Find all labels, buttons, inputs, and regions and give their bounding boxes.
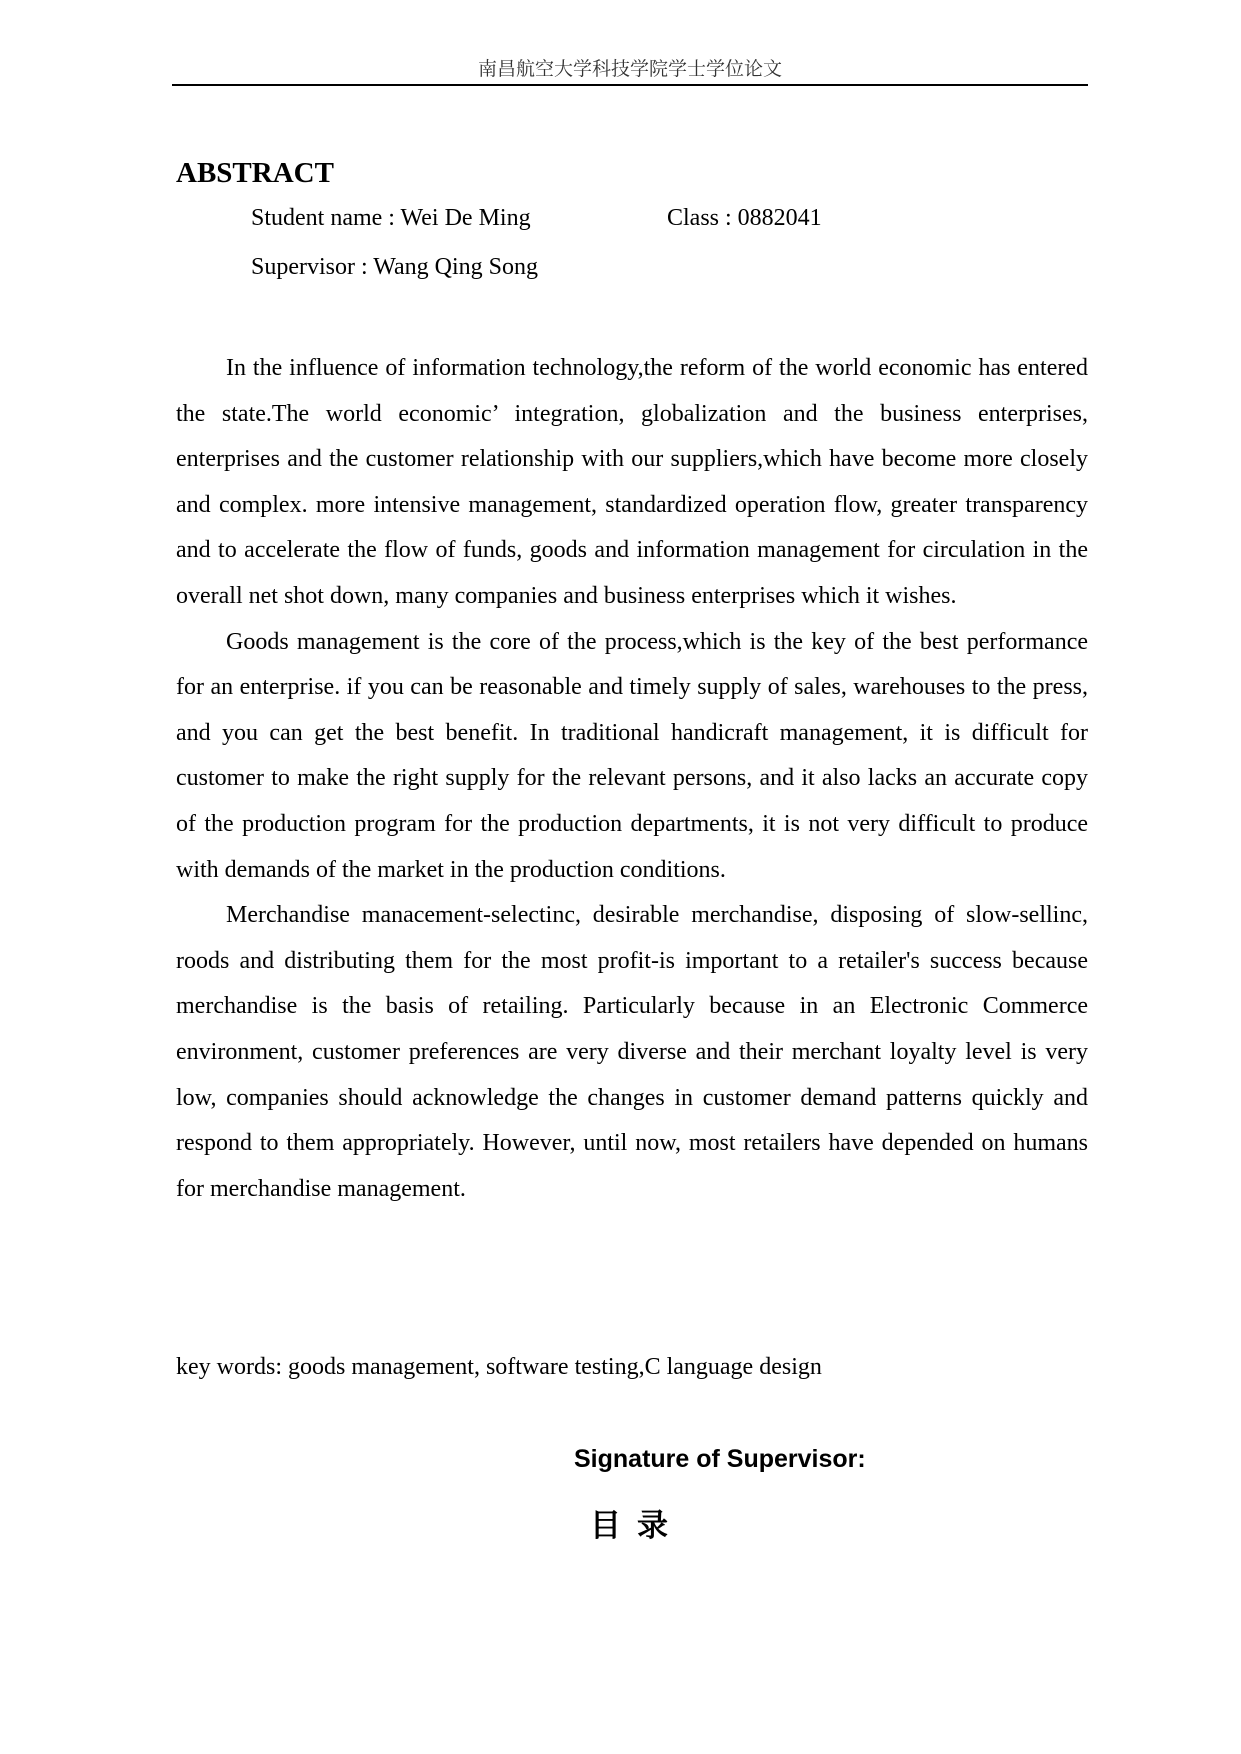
toc-title: 目录 [590,1508,684,1544]
student-name: Student name : Wei De Ming [251,205,531,231]
abstract-paragraph-3: Merchandise manacement-selectinc, desirable merchandise, disposing of slow-sellinc, roods and distributing them for the most profit-is important to a retailer's success because merchandise is the basis of retailing. Particularly because in an Electronic Commerce environment, customer preferences are very diverse and their merchant loyalty level is very low, companies should acknowledge the changes in customer demand patterns quickly and respond to them appropriately. However, until now, most retailers have depended on humans for merchandise management. [176,902,1088,1202]
class-number: Class : 0882041 [667,205,822,231]
abstract-paragraph-1: In the influence of information technology,the reform of the world economic has entered the state.The world economic’ integration, globalization and the business enterprises, enterprises and the customer relationship with our suppliers,which have become more closely and complex. more intensive management, standardized operation flow, greater transparency and to accelerate the flow of funds, goods and information management for circulation in the overall net shot down, many companies and business enterprises which it wishes. [176,355,1088,609]
abstract-body [176,346,1088,1212]
supervisor-name: Supervisor : Wang Qing Song [251,254,538,280]
supervisor-signature-label: Signature of Supervisor: [574,1445,866,1473]
keywords-line: key words: goods management, software testing,C language design [176,1354,822,1380]
header-title: 南昌航空大学科技学院学士学位论文 [477,58,782,80]
abstract-paragraph-2: Goods management is the core of the process,which is the key of the best performance for an enterprise. if you can be reasonable and timely supply of sales, warehouses to the press, and you can get the best benefit. In traditional handicraft management, it is difficult for customer to make the right supply for the relevant persons, and it also lacks an accurate copy of the production program for the production departments, it is not very difficult to produce with demands of the market in the production conditions. [176,628,1088,883]
abstract-heading: ABSTRACT [176,157,334,189]
page-header [172,56,1088,86]
